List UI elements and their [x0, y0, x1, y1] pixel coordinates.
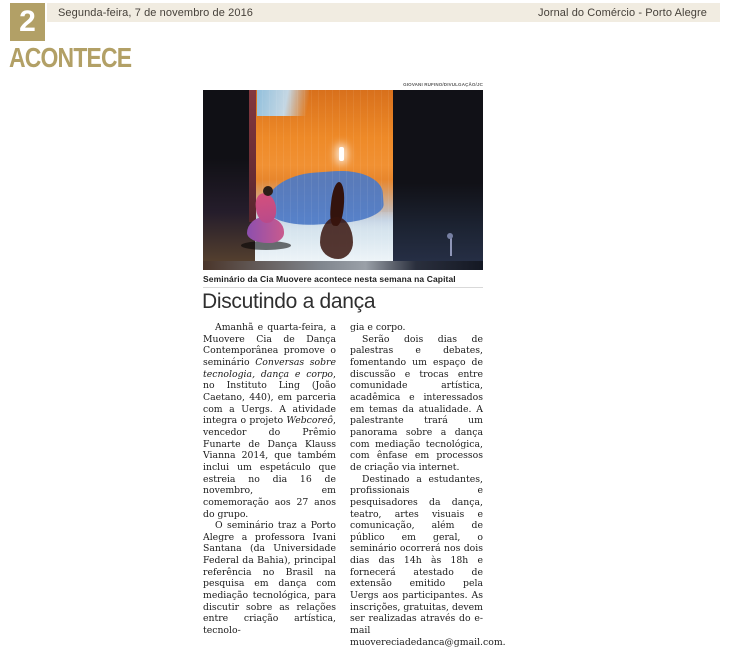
article-text: , no Instituto Ling (João Caetano, 440), em parceria com a Uergs. A atividade integra o projeto: [203, 368, 336, 427]
paragraph: Serão dois dias de palestras e debates, fomentando um espaço de discussão e trocas entre comunidade artística, acadêmica e interessados em temas da atualidade. A palestrante trará um panorama sobre a dança com mediação tecnológica, com ênfase em processos de criação via internet.: [350, 333, 483, 473]
article-body: [203, 322, 506, 648]
article-text-italic: Conversas sobre tecnologia, dança e corpo: [203, 356, 337, 380]
photo-front-floor: [203, 261, 483, 270]
photo-dancer-head: [263, 186, 273, 196]
photo-mic-stand: [450, 237, 452, 256]
article-column-2: [350, 322, 506, 648]
photo-lamp-glow: [339, 147, 344, 161]
article-text: , vencedor do Prêmio Funarte de Dança Klauss Vianna 2014, que também inclui um espetáculo que estreia no dia 16 de novembro, em comemoração aos 27 anos do grupo.: [203, 415, 336, 520]
section-title: ACONTECE: [9, 42, 132, 73]
article-title: Discutindo a dança: [202, 290, 376, 313]
paragraph: [203, 322, 336, 520]
page-number-badge: [10, 3, 45, 41]
photo-caption: Seminário da Cia Muovere acontece nesta semana na Capital: [203, 274, 456, 284]
photo-stage-right: [391, 90, 483, 270]
paragraph: gia e corpo.: [350, 322, 406, 333]
photo-credit: GIOVANI RUFINO/DIVULGAÇÃO/JC: [403, 82, 483, 87]
article-column-1: [203, 322, 336, 648]
paragraph: O seminário traz a Porto Alegre a professora Ivani Santana (da Universidade Federal da Bahia), principal referência no Brasil na pesquisa em dança com mediação tecnológica, para discutir sobre as relações entre criação artística, tecnolo-: [203, 520, 336, 637]
photo-mic-head: [447, 233, 453, 239]
divider-rule: [203, 287, 483, 288]
photo-silhouette-skirt: [320, 217, 353, 259]
paragraph: Destinado a estudantes, profissionais e pesquisadores da dança, teatro, artes visuais e comunicação, além de público em geral, o seminário ocorrerá nos dois dias das 14h às 18h e fornecerá atestado de extensão emitido pela Uergs aos participantes. As inscrições, gratuitas, devem ser realizadas através do e-mail muovereciadedanca@gmail.com.: [350, 473, 506, 648]
page-number: 2: [19, 5, 36, 38]
header-date: Segunda-feira, 7 de novembro de 2016: [58, 6, 254, 19]
article-text-italic: Webcoreô: [286, 415, 334, 427]
header-publication: Jornal do Comércio - Porto Alegre: [538, 6, 707, 19]
stage-photo: [203, 90, 483, 270]
header-strip: [47, 3, 720, 22]
article-text: Amanhã e quarta-feira, a Muovere Cia de Dança Contemporânea promove o seminário: [203, 322, 336, 368]
